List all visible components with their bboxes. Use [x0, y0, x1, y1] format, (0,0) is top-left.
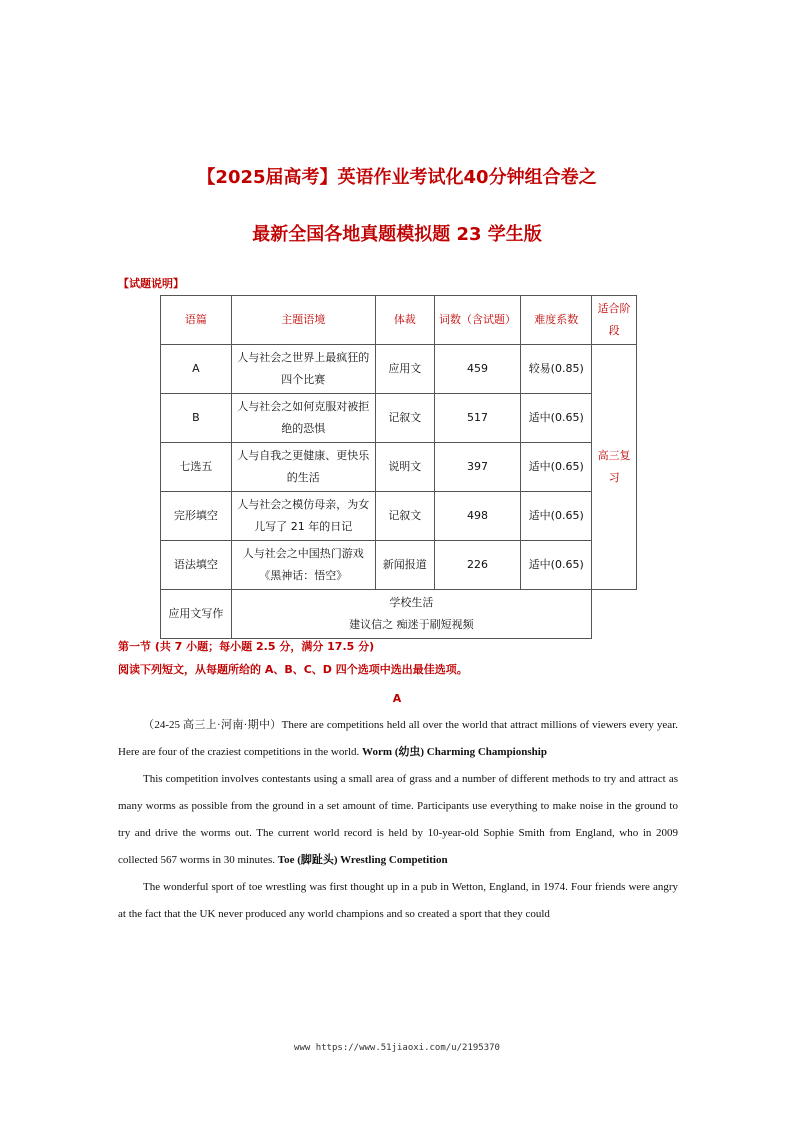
table-row-writing: [161, 590, 637, 639]
paragraph: [118, 766, 678, 874]
header-cell: 语篇: [161, 296, 232, 345]
cell-words: 226: [434, 541, 521, 590]
cell-words: 459: [434, 345, 521, 394]
document-title-line1: 【2025届高考】英语作业考试化40分钟组合卷之: [197, 167, 597, 188]
section-label: 【试题说明】: [118, 277, 184, 290]
cell-passage: 完形填空: [161, 492, 232, 541]
subheading: Toe (脚趾头) Wrestling Competition: [277, 854, 448, 866]
cell-difficulty: 较易(0.85): [521, 345, 592, 394]
cell-difficulty: 适中(0.65): [521, 492, 592, 541]
cell-genre: 新闻报道: [375, 541, 434, 590]
cell-difficulty: 适中(0.65): [521, 541, 592, 590]
passage-label: A: [392, 692, 402, 705]
header-cell: 适合阶段: [592, 296, 637, 345]
cell-passage: 语法填空: [161, 541, 232, 590]
reading-passage: [118, 712, 678, 928]
section-heading: 第一节 (共 7 小题；每小题 2.5 分，满分 17.5 分): [118, 640, 375, 653]
header-cell: 难度系数: [521, 296, 592, 345]
table-row: [161, 541, 637, 590]
cell-genre: 说明文: [375, 443, 434, 492]
table-row: [161, 345, 637, 394]
cell-stage: 高三复习: [592, 345, 637, 590]
cell-writing-topic: [231, 590, 591, 639]
cell-passage: A: [161, 345, 232, 394]
writing-topic-line1: 学校生活: [389, 596, 434, 609]
page-footer-url: www https://www.51jiaoxi.com/u/2195370: [294, 1043, 500, 1053]
cell-words: 498: [434, 492, 521, 541]
cell-words: 397: [434, 443, 521, 492]
paragraph: [118, 874, 678, 928]
header-cell: 主题语境: [231, 296, 375, 345]
document-title-line2: 最新全国各地真题模拟题 23 学生版: [252, 224, 542, 245]
cell-words: 517: [434, 394, 521, 443]
writing-topic-line2: 建议信之 痴迷于刷短视频: [349, 618, 474, 631]
table-row: [161, 394, 637, 443]
cell-genre: 记叙文: [375, 492, 434, 541]
cell-passage: B: [161, 394, 232, 443]
header-cell: 体裁: [375, 296, 434, 345]
exam-info-table: [160, 295, 637, 639]
cell-genre: 记叙文: [375, 394, 434, 443]
cell-genre: 应用文: [375, 345, 434, 394]
paragraph-text: The wonderful sport of toe wrestling was first thought up in a pub in Wetton, England, in 1974. Four friends were angry at the fact that the UK never produced any world champions and so created a sport that they could: [118, 881, 678, 920]
table-header-row: [161, 296, 637, 345]
cell-difficulty: 适中(0.65): [521, 443, 592, 492]
cell-theme: 人与社会之如何克服对被拒绝的恐惧: [231, 394, 375, 443]
header-cell: 词数（含试题）: [434, 296, 521, 345]
cell-theme: 人与社会之世界上最疯狂的四个比赛: [231, 345, 375, 394]
cell-difficulty: 适中(0.65): [521, 394, 592, 443]
table-row: [161, 443, 637, 492]
cell-passage: 七选五: [161, 443, 232, 492]
subheading: Worm (幼虫) Charming Championship: [362, 746, 547, 758]
paragraph-text: This competition involves contestants using a small area of grass and a number of different methods to try and attract as many worms as possible from the ground in a set amount of time. Participants use everything to make noise in the ground to try and drive the worms out. The current world record is held by 10-year-old Sophie Smith from England, who in 2009 collected 567 worms in 30 minutes.: [118, 773, 678, 866]
cell-theme: 人与社会之模仿母亲，为女儿写了 21 年的日记: [231, 492, 375, 541]
paragraph-text: （24-25 高三上·河南·期中）There are competitions held all over the world that attract millions of viewers every year. Here are four of the craziest competitions in the world.: [118, 719, 678, 758]
cell-theme: 人与社会之中国热门游戏《黑神话：悟空》: [231, 541, 375, 590]
cell-theme: 人与自我之更健康、更快乐的生活: [231, 443, 375, 492]
table-row: [161, 492, 637, 541]
cell-writing-label: 应用文写作: [161, 590, 232, 639]
paragraph: [118, 712, 678, 766]
section-instructions: 阅读下列短文，从每题所给的 A、B、C、D 四个选项中选出最佳选项。: [118, 663, 468, 676]
